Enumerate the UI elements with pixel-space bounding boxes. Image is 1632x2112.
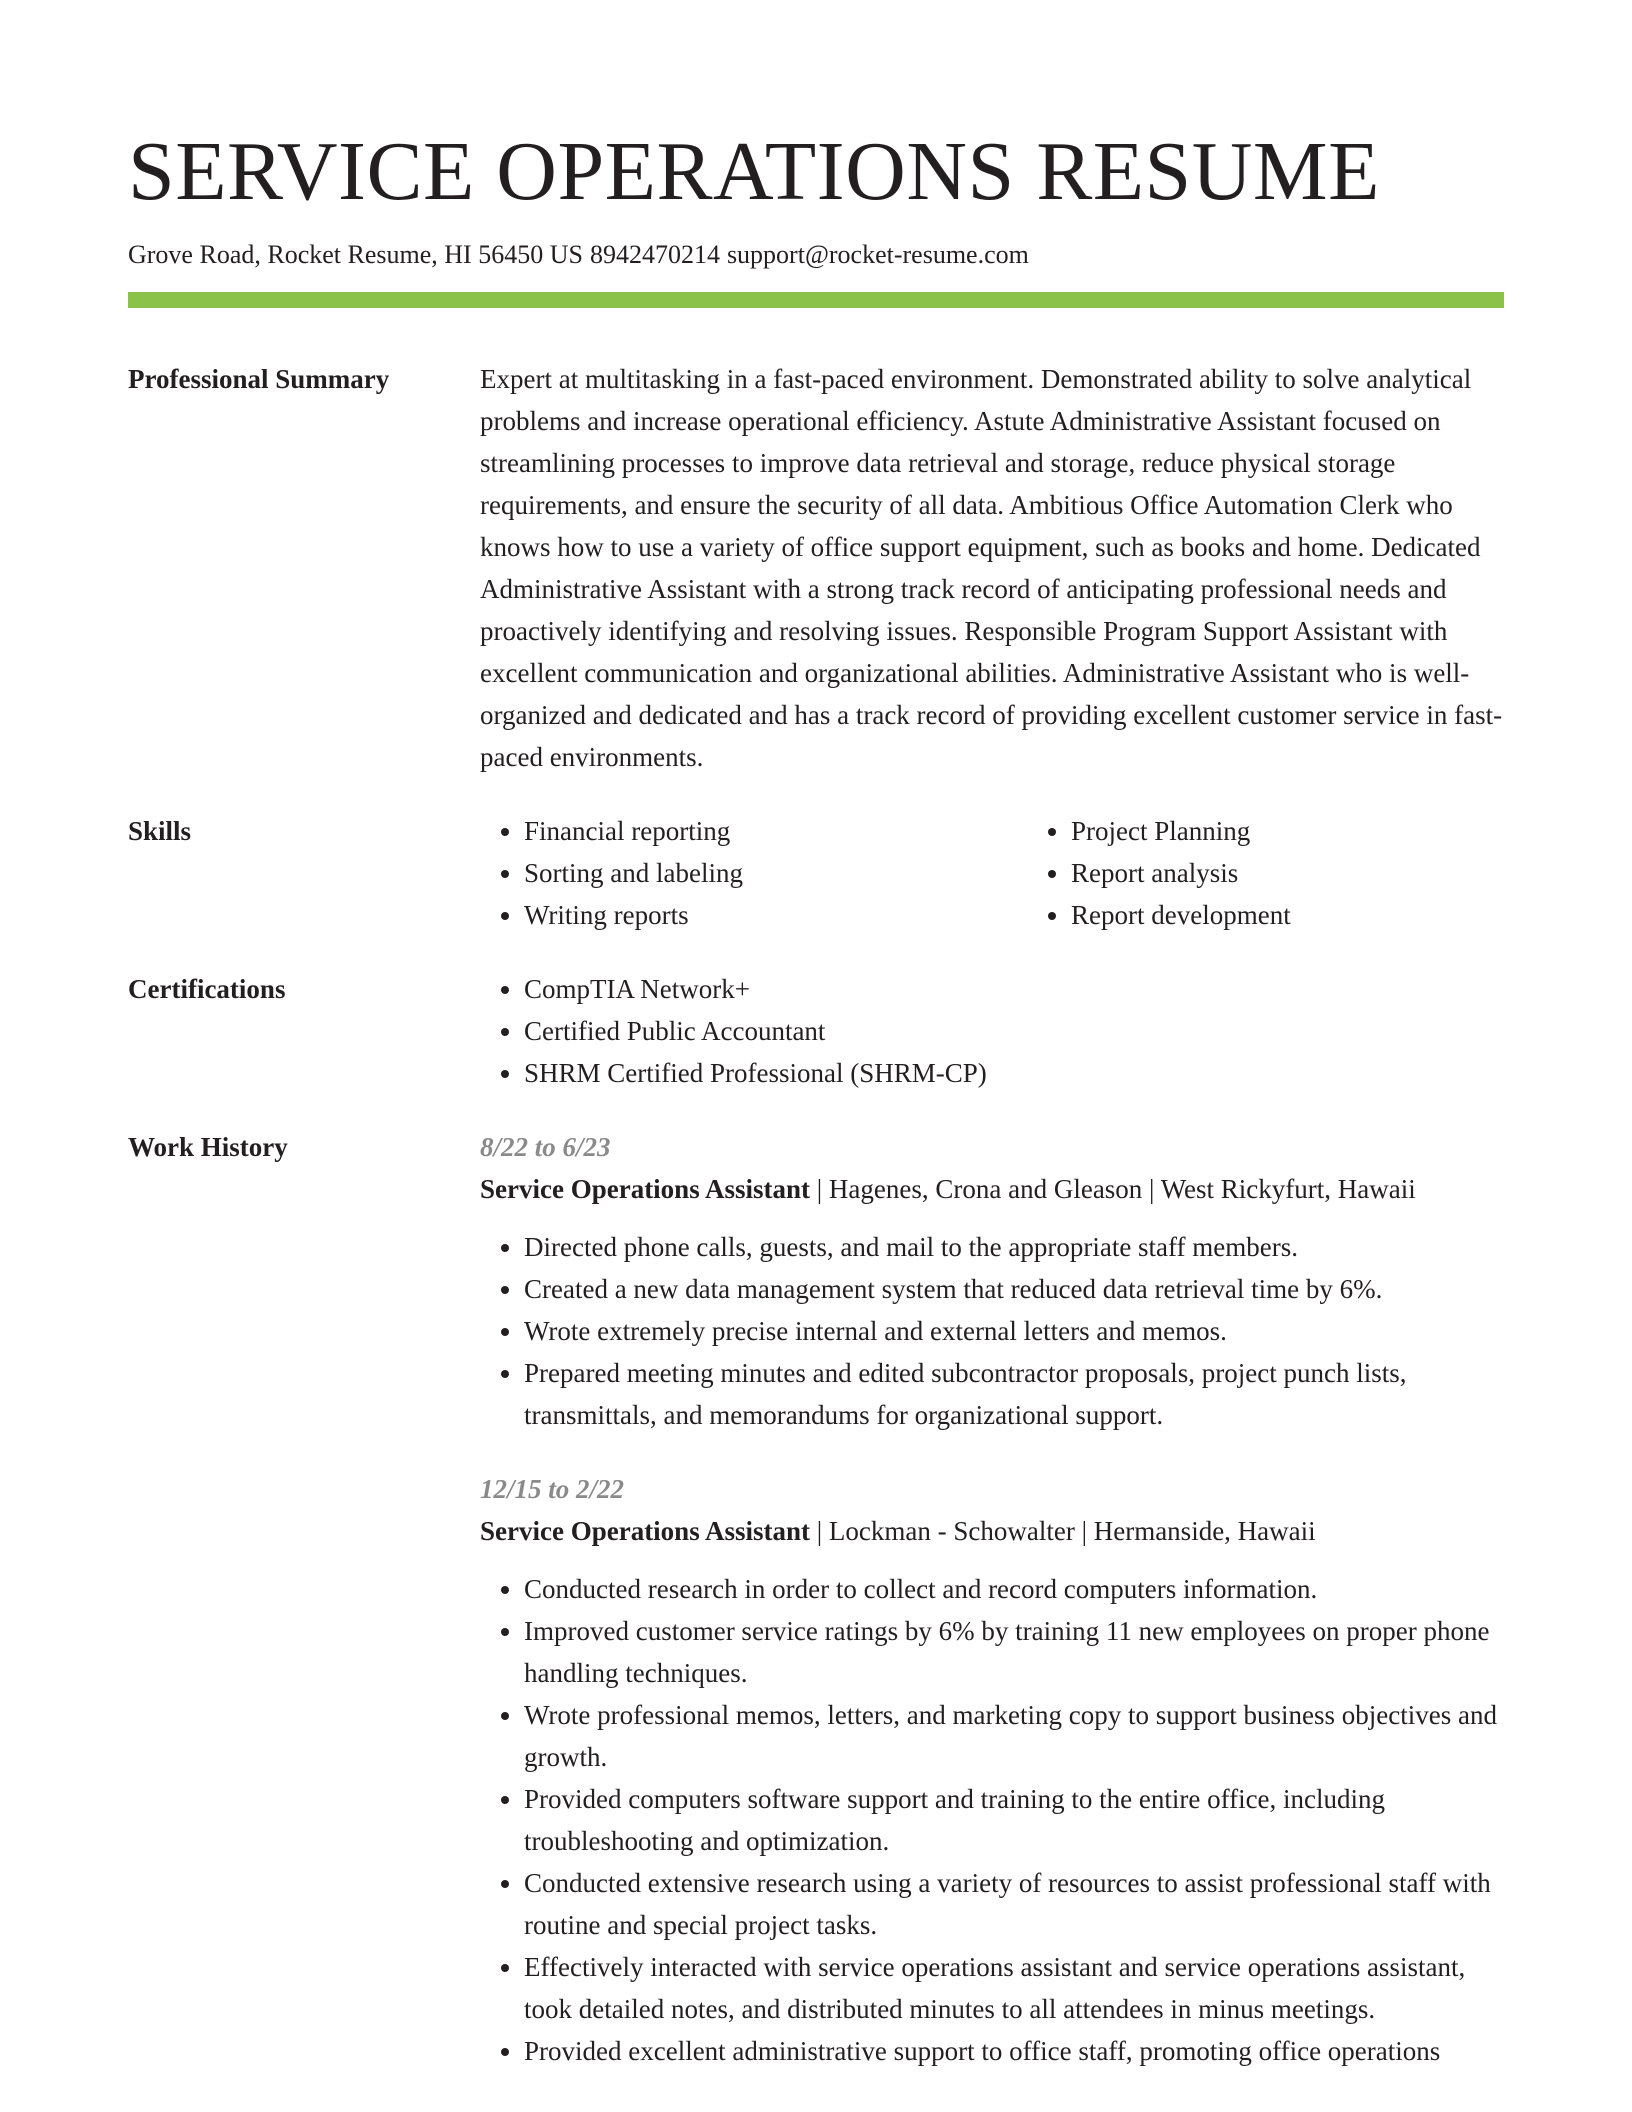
contact-phone: 8942470214 xyxy=(589,240,720,269)
work-history-heading: Work History xyxy=(128,1132,288,1162)
certifications-heading: Certifications xyxy=(128,974,286,1004)
job-bullet: • Wrote extremely precise internal and external letters and memos. xyxy=(524,1310,1504,1352)
skill-item: • Writing reports xyxy=(524,894,1027,936)
resume-title: SERVICE OPERATIONS RESUME xyxy=(128,125,1380,218)
job-dates: 8/22 to 6/23 xyxy=(480,1132,611,1162)
job-bullet: • Improved customer service ratings by 6% by training 11 new employees on proper phone handling techniques. xyxy=(524,1610,1504,1694)
job-bullet: • Directed phone calls, guests, and mail to the appropriate staff members. xyxy=(524,1226,1504,1268)
job-bullet: • Provided excellent administrative support to office staff, promoting office operations xyxy=(524,2030,1504,2072)
certifications-section xyxy=(128,968,1504,1094)
job-entry xyxy=(480,1468,1504,2072)
skill-item: • Sorting and labeling xyxy=(524,852,1027,894)
certification-item: • SHRM Certified Professional (SHRM-CP) xyxy=(524,1052,1504,1094)
skill-item: • Report analysis xyxy=(1071,852,1574,894)
skills-column-2 xyxy=(1027,810,1574,936)
job-dates: 12/15 to 2/22 xyxy=(480,1474,625,1504)
job-details: | Hagenes, Crona and Gleason | West Rickyfurt, Hawaii xyxy=(810,1174,1416,1204)
skill-item: • Report development xyxy=(1071,894,1574,936)
certifications-list xyxy=(480,968,1504,1094)
job-bullet: • Effectively interacted with service operations assistant and service operations assistant, took detailed notes, and distributed minutes to all attendees in minus meetings. xyxy=(524,1946,1504,2030)
job-header xyxy=(480,1510,1504,1552)
job-bullet: • Created a new data management system that reduced data retrieval time by 6%. xyxy=(524,1268,1504,1310)
skill-item: • Project Planning xyxy=(1071,810,1574,852)
job-header xyxy=(480,1168,1504,1210)
summary-text: Expert at multitasking in a fast-paced environment. Demonstrated ability to solve analytical problems and increase operational efficiency. Astute Administrative Assistant focused on streamlining processes to improve data retrieval and storage, reduce physical storage requirements, and ensure the security of all data. Ambitious Office Automation Clerk who knows how to use a variety of office support equipment, such as books and home. Dedicated Administrative Assistant with a strong track record of anticipating professional needs and proactively identifying and resolving issues. Responsible Program Support Assistant with excellent communication and organizational abilities. Administrative Assistant who is well-organized and dedicated and has a track record of providing excellent customer service in fast-paced environments. xyxy=(480,364,1503,772)
job-bullet: • Prepared meeting minutes and edited subcontractor proposals, project punch lists, transmittals, and memorandums for organizational support. xyxy=(524,1352,1504,1436)
job-bullets xyxy=(480,1568,1504,2072)
job-bullet: • Provided computers software support and training to the entire office, including troubleshooting and optimization. xyxy=(524,1778,1504,1862)
skills-heading: Skills xyxy=(128,816,192,846)
skills-column-1 xyxy=(480,810,1027,936)
certifications-body xyxy=(480,968,1504,1094)
skill-item: • Financial reporting xyxy=(524,810,1027,852)
skills-section xyxy=(128,810,1504,936)
job-bullet: • Conducted extensive research using a variety of resources to assist professional staff with routine and special project tasks. xyxy=(524,1862,1504,1946)
work-history-section xyxy=(128,1126,1504,2072)
certification-item: • Certified Public Accountant xyxy=(524,1010,1504,1052)
job-bullets xyxy=(480,1226,1504,1436)
contact-email: support@rocket-resume.com xyxy=(726,240,1029,269)
work-history-body xyxy=(480,1126,1504,2072)
job-details: | Lockman - Schowalter | Hermanside, Hawaii xyxy=(810,1516,1316,1546)
summary-section xyxy=(128,358,1504,778)
job-bullet: • Conducted research in order to collect and record computers information. xyxy=(524,1568,1504,1610)
contact-line xyxy=(128,239,1504,271)
job-title: Service Operations Assistant xyxy=(480,1516,810,1546)
summary-heading: Professional Summary xyxy=(128,364,390,394)
certification-item: • CompTIA Network+ xyxy=(524,968,1504,1010)
job-bullet: • Wrote professional memos, letters, and marketing copy to support business objectives and growth. xyxy=(524,1694,1504,1778)
contact-address: Grove Road, Rocket Resume, HI 56450 US xyxy=(128,240,583,269)
skills-list xyxy=(480,810,1574,936)
job-entry xyxy=(480,1126,1504,1436)
accent-divider xyxy=(128,292,1504,308)
job-title: Service Operations Assistant xyxy=(480,1174,810,1204)
resume-page xyxy=(128,0,1504,2072)
